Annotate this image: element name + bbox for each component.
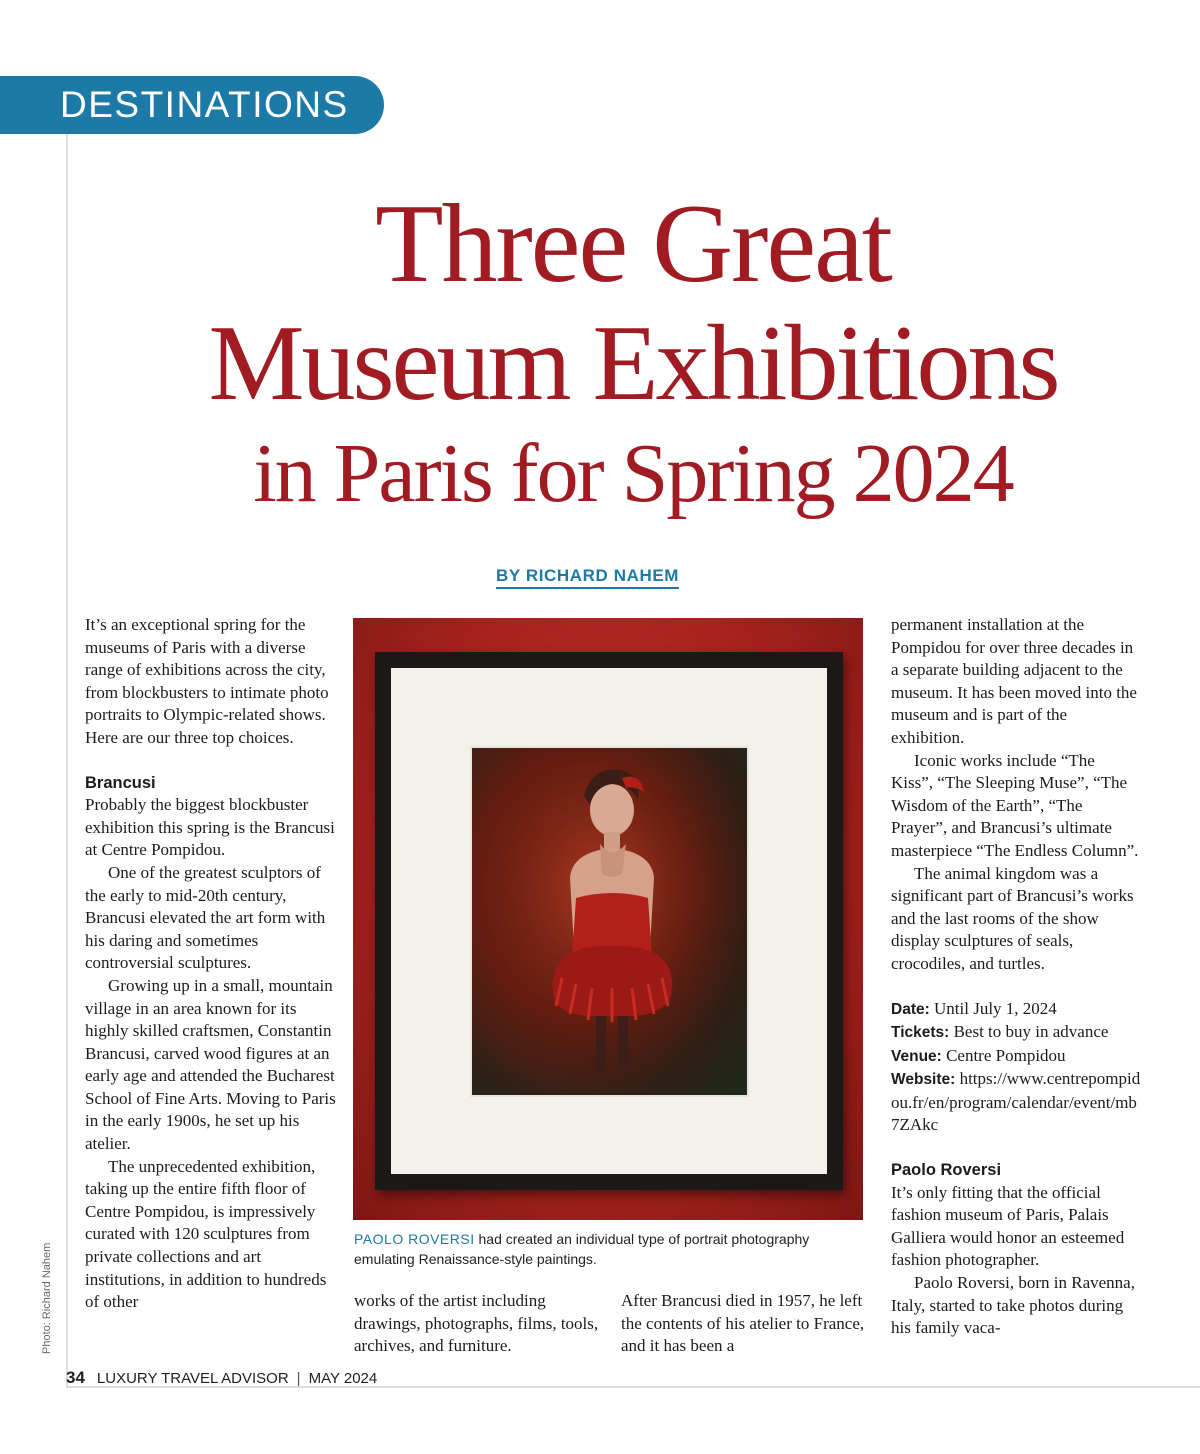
roversi-heading: Paolo Roversi — [891, 1161, 1002, 1180]
info-website — [891, 1068, 1141, 1137]
issue-date: MAY 2024 — [308, 1370, 378, 1387]
info-date — [891, 998, 1141, 1022]
brancusi-paragraph-2: One of the greatest sculptors of the early to mid-20th century, Brancusi elevated the art form with his daring and sometimes controversial sculptures. — [85, 862, 326, 973]
portrait-figure-illustration — [472, 748, 747, 1095]
column-4-paragraph-2: Iconic works include “The Kiss”, “The Sleeping Muse”, “The Wisdom of the Earth”, “The Prayer”, and Brancusi’s ultimate masterpiece “The Endless Column”. — [891, 750, 1139, 860]
brancusi-paragraph-1: Probably the biggest blockbuster exhibition this spring is the Brancusi at Centre Pompidou. — [85, 795, 335, 860]
info-date-value: Until July 1, 2024 — [934, 998, 1057, 1018]
article-column-4 — [891, 614, 1141, 1340]
page-footer — [66, 1368, 377, 1388]
article-column-3 — [621, 1290, 871, 1358]
info-tickets-label: Tickets: — [891, 1024, 950, 1042]
portrait-print — [470, 746, 749, 1097]
byline: BY RICHARD NAHEM — [496, 566, 679, 589]
info-venue-value: Centre Pompidou — [946, 1045, 1066, 1065]
headline — [66, 182, 1200, 526]
photo-caption — [354, 1229, 864, 1269]
info-venue-label: Venue: — [891, 1047, 942, 1065]
brancusi-paragraph-3: Growing up in a small, mountain village in an area known for its highly skilled craftsmen, Constantin Brancusi, carved wood figures at an early age and attended the Bucharest School of Fine Arts. Moving to Paris in the early 1900s, he set up his atelier. — [85, 975, 336, 1154]
intro-paragraph: It’s an exceptional spring for the museums of Paris with a diverse range of exhibitions across the city, from blockbusters to intimate photo portraits to Olympic-related shows. Here are our three top choices. — [85, 615, 329, 747]
frame-mat — [391, 668, 827, 1174]
roversi-paragraph-2: Paolo Roversi, born in Ravenna, Italy, started to take photos during his family vaca- — [891, 1273, 1135, 1338]
photo-credit: Photo: Richard Nahem — [41, 1242, 53, 1354]
headline-line-1: Three Great — [375, 182, 891, 306]
brancusi-paragraph-4: The unprecedented exhibition, taking up the entire fifth floor of Centre Pompidou, is impressively curated with 120 sculptures from private collections and art institutions, in addition to hundreds of other — [85, 1156, 327, 1312]
column-2-paragraph: works of the artist including drawings, photographs, films, tools, archives, and furniture. — [354, 1291, 599, 1356]
picture-frame — [375, 652, 843, 1190]
headline-line-2: Museum Exhibitions — [208, 304, 1058, 423]
info-website-value: https://www.centrepompidou.fr/en/program/calendar/event/mb7ZAkc — [891, 1069, 1141, 1135]
column-4-paragraph-1: permanent installation at the Pompidou for over three decades in a separate building adjacent to the museum. It has been moved into the museum and is part of the exhibition. — [891, 615, 1137, 747]
article-column-1 — [85, 614, 343, 1314]
page-number: 34 — [66, 1368, 85, 1387]
section-label: DESTINATIONS — [60, 84, 349, 125]
caption-text: had created an individual type of portrait photography emulating Renaissance-style paintings. — [354, 1231, 810, 1267]
publication-name: LUXURY TRAVEL ADVISOR — [96, 1370, 289, 1387]
brancusi-heading: Brancusi — [85, 773, 156, 792]
caption-name: PAOLO ROVERSI — [354, 1231, 475, 1247]
footer-separator: | — [296, 1370, 301, 1387]
info-tickets — [891, 1021, 1141, 1045]
roversi-paragraph-1: It’s only fitting that the official fashion museum of Paris, Palais Galliera would honor an esteemed fashion photographer. — [891, 1182, 1125, 1270]
section-tab — [0, 76, 384, 134]
info-tickets-value: Best to buy in advance — [953, 1022, 1109, 1042]
info-website-label: Website: — [891, 1071, 956, 1089]
column-4-paragraph-3: The animal kingdom was a significant part of Brancusi’s works and the last rooms of the show display sculptures of seals, crocodiles, and turtles. — [891, 863, 1134, 973]
info-venue — [891, 1045, 1141, 1069]
info-date-label: Date: — [891, 1000, 930, 1018]
headline-line-3: in Paris for Spring 2024 — [253, 427, 1013, 520]
column-3-paragraph: After Brancusi died in 1957, he left the contents of his atelier to France, and it has been a — [621, 1291, 865, 1356]
article-photo — [353, 618, 863, 1220]
article-column-2 — [354, 1290, 604, 1358]
